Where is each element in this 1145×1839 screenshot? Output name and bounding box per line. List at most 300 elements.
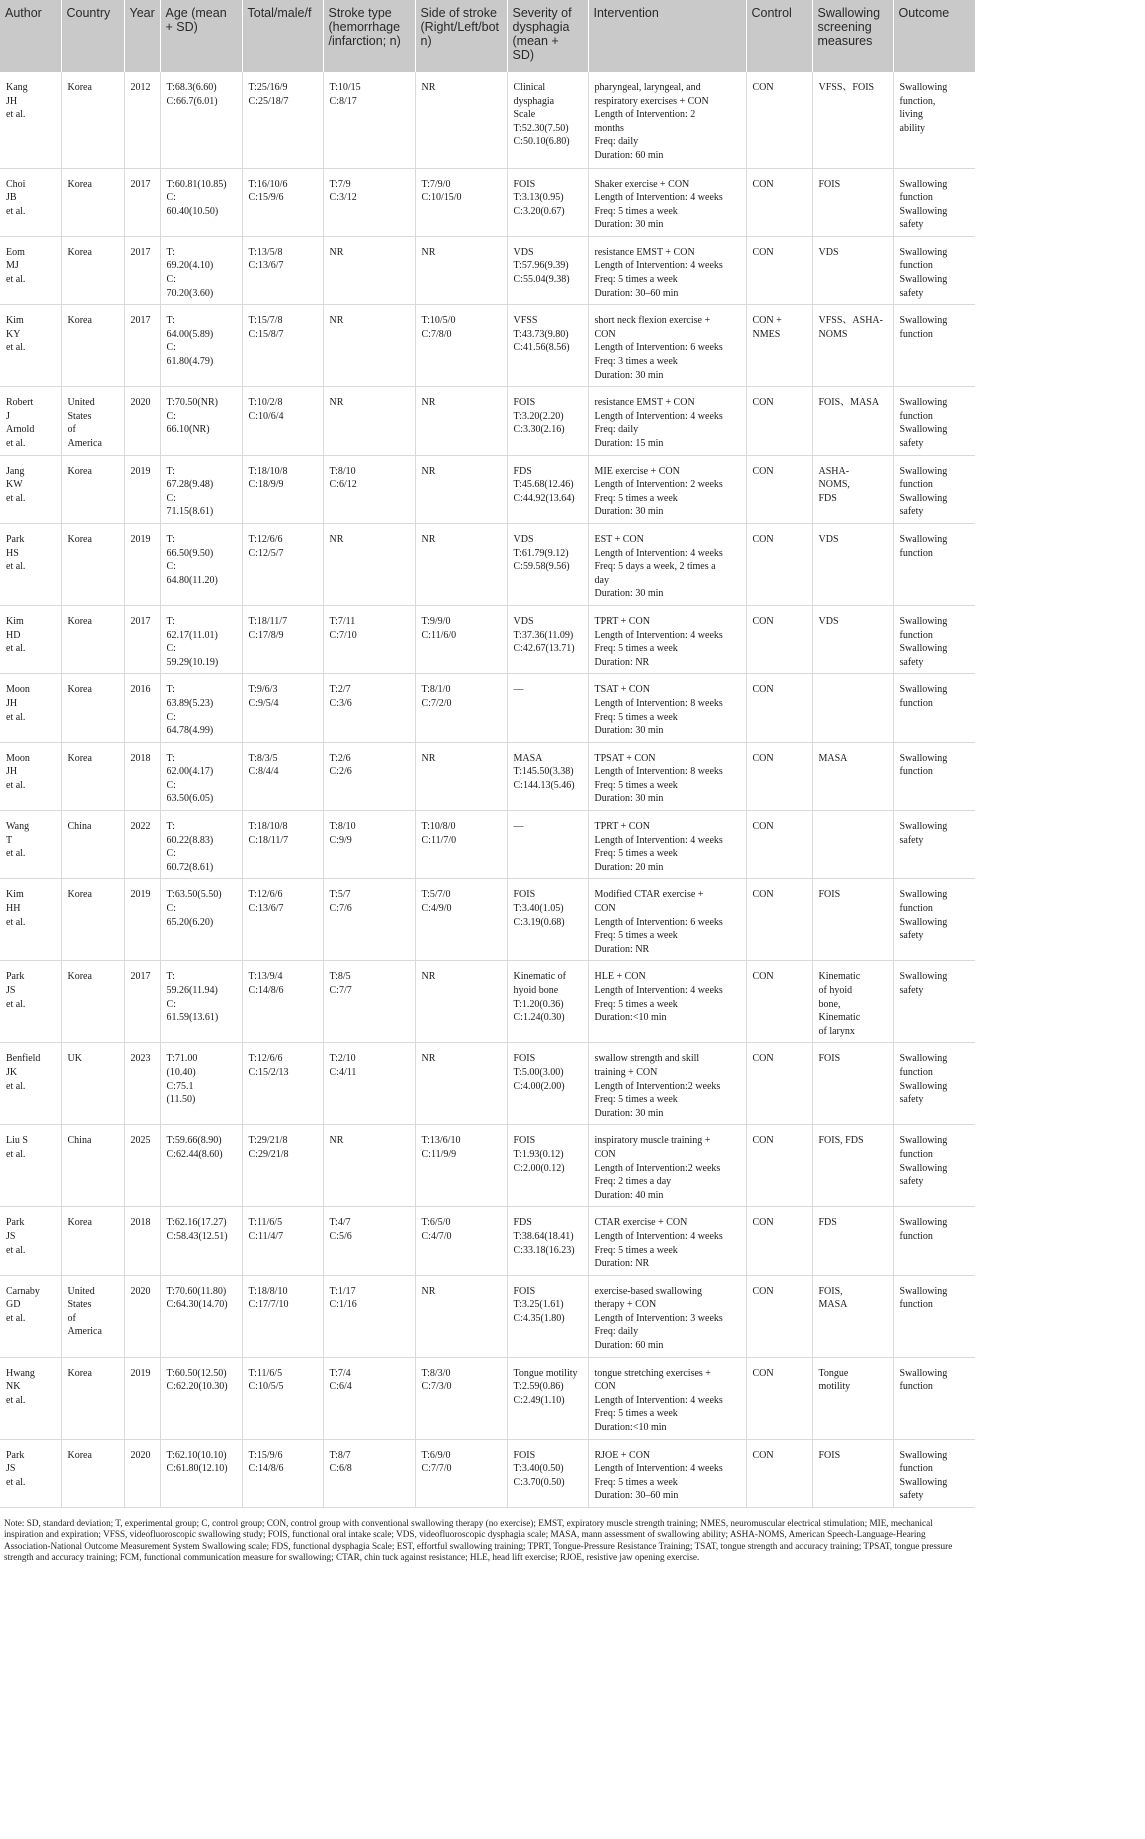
cell-text-line: C: — [166, 561, 176, 573]
cell-text-line: Freq: 5 times a week — [594, 1476, 678, 1488]
cell-text-line: T:70.50(NR) — [166, 397, 218, 409]
intervention-cell — [588, 1357, 746, 1439]
cell-text: 2018 — [130, 752, 151, 764]
outcome-cell — [893, 305, 975, 387]
cell-text-line: NR — [421, 1053, 436, 1065]
cell-text-line: Length of Intervention: 2 — [594, 109, 696, 121]
cell-text-line: Swallowing — [899, 205, 948, 217]
cell-text-line: FOIS — [818, 1053, 841, 1065]
cell-text-line: CON — [752, 1217, 774, 1229]
cell-text-line: VDS — [513, 246, 534, 258]
cell-text-line: Swallowing — [899, 1053, 948, 1065]
table-row — [0, 742, 975, 810]
year-cell — [124, 1275, 160, 1357]
country-cell — [61, 1357, 124, 1439]
cell-text-line: KY — [6, 328, 21, 340]
year-cell — [124, 879, 160, 961]
outcome-cell — [893, 961, 975, 1043]
intervention-cell — [588, 1207, 746, 1275]
cell-text-line: Kim — [6, 615, 24, 627]
cell-text-line: Duration: 30–60 min — [594, 1490, 679, 1502]
stroke-type-cell — [323, 1125, 415, 1207]
cell-text-line: Eom — [6, 246, 25, 258]
intervention-cell — [588, 1275, 746, 1357]
cell-text-line: Swallowing — [899, 889, 948, 901]
cell-text-line: FDS — [818, 1217, 837, 1229]
cell-text-line: C:4/11 — [329, 1066, 357, 1078]
cell-text-line: C:11/9/9 — [421, 1148, 457, 1160]
table-row — [0, 1207, 975, 1275]
cell-text-line: Duration: 30–60 min — [594, 287, 679, 299]
cell-text-line: T: — [166, 615, 175, 627]
stroke-type-cell — [323, 1207, 415, 1275]
cell-text-line: bone, — [818, 998, 841, 1010]
total-cell — [242, 72, 323, 168]
cell-text-line: et al. — [6, 848, 26, 860]
stroke-type-cell — [323, 523, 415, 605]
cell-text-line: of hyoid — [818, 985, 853, 996]
cell-text-line: Freq: 5 times a week — [594, 998, 678, 1010]
cell-text-line: C:7/2/0 — [421, 697, 452, 709]
cell-text-line: et al. — [6, 438, 26, 449]
cell-text-line: T:18/8/10 — [248, 1285, 288, 1297]
cell-text-line: VFSS — [513, 315, 538, 327]
cell-text-line: T:70.60(11.80) — [166, 1285, 227, 1297]
cell-text-line: Shaker exercise + CON — [594, 178, 690, 190]
cell-text-line: 64.00(5.89) — [166, 328, 214, 340]
cell-text-line: et al. — [6, 342, 26, 354]
cell-text-line: 71.15(8.61) — [166, 506, 214, 518]
year-cell — [124, 605, 160, 673]
cell-text-line: C:7/7 — [329, 985, 352, 996]
cell-text-line: Length of Intervention: 4 weeks — [594, 985, 723, 996]
cell-text-line: 66.10(NR) — [166, 424, 210, 436]
cell-text-line: et al. — [6, 1312, 26, 1324]
cell-text-line: FOIS — [513, 1285, 536, 1297]
cell-text-line: C:11/4/7 — [248, 1230, 284, 1242]
cell-text-line: FOIS — [513, 1053, 536, 1065]
cell-text-line: United — [67, 397, 95, 409]
cell-text-line: 62.17(11.01) — [166, 629, 218, 641]
cell-text-line: C:2.49(1.10) — [513, 1394, 565, 1406]
cell-text-line: T:8/1/0 — [421, 684, 451, 696]
cell-text-line: 64.80(11.20) — [166, 574, 218, 586]
cell-text-line: T:18/10/8 — [248, 465, 288, 477]
cell-text-line: C:15/2/13 — [248, 1066, 289, 1078]
side-cell — [415, 72, 507, 168]
country-cell — [61, 236, 124, 304]
cell-text-line: C:42.67(13.71) — [513, 643, 575, 655]
cell-text-line: C:11/6/0 — [421, 629, 457, 641]
side-cell — [415, 305, 507, 387]
cell-text-line: C:7/7/0 — [421, 1463, 452, 1475]
cell-text: 2019 — [130, 533, 151, 545]
cell-text-line: et al. — [6, 109, 26, 121]
author-cell — [0, 1439, 61, 1507]
author-cell — [0, 168, 61, 236]
severity-cell — [507, 605, 588, 673]
table-row — [0, 605, 975, 673]
cell-text-line: CON — [752, 178, 774, 190]
cell-text-line: C:9/5/4 — [248, 697, 279, 709]
cell-text-line: function, — [899, 95, 936, 107]
cell-text-line: safety — [899, 1490, 924, 1502]
outcome-cell — [893, 811, 975, 879]
age-cell — [160, 1207, 242, 1275]
author-cell — [0, 961, 61, 1043]
cell-text-line: Carnaby — [6, 1285, 40, 1297]
cell-text-line: Duration: 15 min — [594, 438, 664, 449]
cell-text-line: FOIS — [513, 889, 536, 901]
cell-text-line: Swallowing — [899, 1162, 948, 1174]
cell-text-line: Korea — [67, 684, 92, 696]
side-cell — [415, 1439, 507, 1507]
cell-text-line: function — [899, 903, 933, 915]
cell-text-line: TSAT + CON — [594, 684, 650, 696]
cell-text-line: et al. — [6, 643, 26, 655]
cell-text-line: Wang — [6, 821, 30, 833]
cell-text-line: Swallowing — [899, 315, 948, 327]
control-cell — [746, 605, 812, 673]
cell-text-line: CON — [752, 752, 774, 764]
cell-text-line: T:29/21/8 — [248, 1135, 288, 1147]
cell-text-line: C:7/10 — [329, 629, 357, 641]
outcome-cell — [893, 387, 975, 455]
total-cell — [242, 961, 323, 1043]
cell-text-line: NR — [329, 533, 344, 545]
cell-text-line: Duration: 30 min — [594, 725, 664, 737]
stroke-type-cell — [323, 72, 415, 168]
cell-text-line: Korea — [67, 971, 92, 983]
author-cell — [0, 236, 61, 304]
cell-text-line: Duration: 30 min — [594, 506, 664, 518]
control-cell — [746, 523, 812, 605]
cell-text-line: NR — [421, 1285, 436, 1297]
measures-cell — [812, 961, 893, 1043]
header-age: Age (mean + SD) — [160, 0, 242, 72]
outcome-cell — [893, 605, 975, 673]
cell-text-line: Length of Intervention:2 weeks — [594, 1080, 721, 1092]
cell-text-line: C:18/11/7 — [248, 834, 289, 846]
cell-text-line: Length of Intervention: 4 weeks — [594, 1463, 723, 1475]
cell-text: 2022 — [130, 821, 151, 833]
cell-text-line: T:1/17 — [329, 1285, 356, 1297]
cell-text-line: Liu S — [6, 1135, 28, 1147]
cell-text-line: et al. — [6, 492, 26, 504]
measures-cell — [812, 811, 893, 879]
intervention-cell — [588, 455, 746, 523]
cell-text-line: VDS — [818, 615, 839, 627]
cell-text-line: Park — [6, 971, 25, 983]
cell-text-line: CON — [752, 82, 774, 93]
cell-text-line: function — [899, 192, 933, 204]
cell-text-line: T:145.50(3.38) — [513, 766, 574, 778]
cell-text-line: FOIS — [513, 1449, 536, 1461]
cell-text-line: T:8/5 — [329, 971, 351, 983]
cell-text-line: T:12/6/6 — [248, 1053, 283, 1065]
cell-text-line: C:44.92(13.64) — [513, 492, 575, 504]
cell-text-line: Freq: daily — [594, 424, 639, 436]
cell-text-line: function — [899, 1463, 933, 1475]
cell-text-line: FOIS — [818, 1449, 841, 1461]
cell-text-line: T:63.50(5.50) — [166, 889, 222, 901]
cell-text-line: function — [899, 629, 933, 641]
cell-text-line: T: — [166, 315, 175, 327]
cell-text-line: NMES — [752, 328, 781, 340]
outcome-cell — [893, 1207, 975, 1275]
year-cell — [124, 305, 160, 387]
cell-text-line: T:6/9/0 — [421, 1449, 451, 1461]
cell-text-line: HS — [6, 547, 19, 559]
cell-text-line: Swallowing — [899, 178, 948, 190]
cell-text-line: et al. — [6, 205, 26, 217]
table-row — [0, 1043, 975, 1125]
cell-text-line: C:58.43(12.51) — [166, 1230, 228, 1242]
cell-text-line: 69.20(4.10) — [166, 260, 214, 272]
cell-text-line: NR — [329, 315, 344, 327]
cell-text-line: C:8/17 — [329, 95, 357, 107]
cell-text-line: CON — [752, 615, 774, 627]
severity-cell — [507, 1043, 588, 1125]
cell-text-line: swallow strength and skill — [594, 1053, 700, 1065]
cell-text-line: T:8/3/0 — [421, 1367, 451, 1379]
header-control: Control — [746, 0, 812, 72]
cell-text-line: Duration: 20 min — [594, 861, 664, 873]
cell-text-line: Freq: 5 times a week — [594, 643, 678, 655]
cell-text-line: Duration: 30 min — [594, 1107, 664, 1119]
cell-text-line: Swallowing — [899, 821, 948, 833]
cell-text-line: Kim — [6, 315, 24, 327]
cell-text-line: C: — [166, 274, 176, 286]
cell-text-line: China — [67, 821, 92, 833]
severity-cell — [507, 387, 588, 455]
cell-text-line: safety — [899, 1094, 924, 1106]
age-cell — [160, 236, 242, 304]
cell-text-line: Swallowing — [899, 684, 948, 696]
cell-text-line: Tongue — [818, 1367, 849, 1379]
intervention-cell — [588, 961, 746, 1043]
cell-text-line: FOIS、MASA — [818, 397, 880, 409]
cell-text-line: C:7/3/0 — [421, 1381, 452, 1393]
cell-text-line: FDS — [818, 492, 837, 504]
cell-text-line: T:8/10 — [329, 821, 356, 833]
cell-text-line: et al. — [6, 916, 26, 928]
severity-cell — [507, 72, 588, 168]
country-cell — [61, 1207, 124, 1275]
cell-text-line: CON — [594, 1381, 616, 1393]
cell-text-line: T:37.36(11.09) — [513, 629, 574, 641]
age-cell — [160, 168, 242, 236]
author-cell — [0, 879, 61, 961]
control-cell — [746, 1357, 812, 1439]
cell-text-line: C:4.35(1.80) — [513, 1312, 565, 1324]
age-cell — [160, 742, 242, 810]
cell-text-line: Freq: 5 times a week — [594, 930, 678, 942]
cell-text-line: Duration: 30 min — [594, 369, 664, 381]
cell-text-line: C: — [166, 998, 176, 1010]
cell-text-line: NR — [421, 246, 436, 258]
cell-text-line: CON — [752, 1135, 774, 1147]
cell-text-line: Korea — [67, 615, 92, 627]
author-cell — [0, 674, 61, 742]
cell-text-line: TPRT + CON — [594, 821, 650, 833]
age-cell — [160, 1275, 242, 1357]
cell-text-line: C:12/5/7 — [248, 547, 284, 559]
cell-text-line: Duration:<10 min — [594, 1012, 667, 1024]
cell-text-line: UK — [67, 1053, 82, 1065]
age-cell — [160, 387, 242, 455]
cell-text: 2012 — [130, 82, 151, 93]
cell-text-line: NR — [329, 1135, 344, 1147]
cell-text-line: NR — [421, 82, 436, 93]
cell-text-line: Swallowing — [899, 424, 948, 436]
intervention-cell — [588, 72, 746, 168]
cell-text-line: T:11/6/5 — [248, 1217, 283, 1229]
cell-text-line: EST + CON — [594, 533, 644, 545]
cell-text-line: CON — [752, 1285, 774, 1297]
cell-text-line: safety — [899, 219, 924, 231]
side-cell — [415, 674, 507, 742]
cell-text-line: VDS — [818, 533, 839, 545]
side-cell — [415, 455, 507, 523]
cell-text-line: C:6/8 — [329, 1463, 352, 1475]
cell-text-line: T:59.66(8.90) — [166, 1135, 222, 1147]
cell-text-line: America — [67, 1326, 102, 1338]
cell-text-line: China — [67, 1135, 92, 1147]
cell-text-line: Korea — [67, 178, 92, 190]
cell-text-line: T:10/2/8 — [248, 397, 283, 409]
side-cell — [415, 1357, 507, 1439]
stroke-type-cell — [323, 1439, 415, 1507]
cell-text-line: Duration: 60 min — [594, 1340, 664, 1352]
country-cell — [61, 1275, 124, 1357]
country-cell — [61, 674, 124, 742]
country-cell — [61, 387, 124, 455]
side-cell — [415, 1275, 507, 1357]
cell-text-line: C:17/7/10 — [248, 1299, 289, 1311]
cell-text-line: Swallowing — [899, 274, 948, 286]
control-cell — [746, 72, 812, 168]
cell-text-line: C: — [166, 711, 176, 723]
stroke-type-cell — [323, 674, 415, 742]
intervention-cell — [588, 1439, 746, 1507]
cell-text-line: CON — [752, 821, 774, 833]
author-cell — [0, 1125, 61, 1207]
cell-text-line: United — [67, 1285, 95, 1297]
cell-text-line: function — [899, 1381, 933, 1393]
cell-text-line: Moon — [6, 684, 30, 696]
year-cell — [124, 674, 160, 742]
cell-text-line: C:41.56(8.56) — [513, 342, 570, 354]
cell-text-line: 63.50(6.05) — [166, 793, 214, 805]
cell-text: 2023 — [130, 1053, 151, 1065]
side-cell — [415, 236, 507, 304]
cell-text-line: (10.40) — [166, 1066, 196, 1078]
header-side-of-stroke: Side of stroke (Right/Left/bot n) — [415, 0, 507, 72]
cell-text-line: T:15/9/6 — [248, 1449, 283, 1461]
cell-text-line: C:7/8/0 — [421, 328, 452, 340]
cell-text-line: Duration: 30 min — [594, 588, 664, 600]
cell-text-line: T:3.25(1.61) — [513, 1299, 564, 1311]
cell-text: 2020 — [130, 1285, 151, 1297]
total-cell — [242, 1275, 323, 1357]
cell-text-line: function — [899, 766, 933, 778]
severity-cell — [507, 455, 588, 523]
cell-text-line: Swallowing — [899, 246, 948, 258]
severity-cell — [507, 811, 588, 879]
cell-text-line: CON — [752, 971, 774, 983]
cell-text-line: T:7/9 — [329, 178, 351, 190]
cell-text-line: Length of Intervention: 4 weeks — [594, 629, 723, 641]
header-total: Total/male/f — [242, 0, 323, 72]
cell-text-line: et al. — [6, 1148, 26, 1160]
control-cell — [746, 1275, 812, 1357]
total-cell — [242, 305, 323, 387]
cell-text-line: T:12/6/6 — [248, 889, 283, 901]
header-intervention: Intervention — [588, 0, 746, 72]
cell-text-line: FOIS — [818, 178, 841, 190]
cell-text-line: T:10/15 — [329, 82, 361, 93]
cell-text: 2019 — [130, 1367, 151, 1379]
cell-text-line: Tongue motility — [513, 1367, 578, 1379]
cell-text-line: FDS — [513, 1217, 532, 1229]
cell-text-line: T:2/10 — [329, 1053, 356, 1065]
measures-cell — [812, 1275, 893, 1357]
total-cell — [242, 1125, 323, 1207]
measures-cell — [812, 879, 893, 961]
total-cell — [242, 455, 323, 523]
cell-text-line: MJ — [6, 260, 19, 272]
cell-text-line: Length of Intervention: 2 weeks — [594, 479, 723, 491]
cell-text-line: JS — [6, 985, 16, 996]
cell-text-line: HH — [6, 903, 21, 915]
cell-text: 2019 — [130, 465, 151, 477]
total-cell — [242, 1439, 323, 1507]
cell-text-line: T:7/4 — [329, 1367, 351, 1379]
cell-text-line: Swallowing — [899, 971, 948, 983]
cell-text-line: Length of Intervention: 4 weeks — [594, 260, 723, 272]
severity-cell — [507, 1357, 588, 1439]
cell-text-line: Duration: NR — [594, 656, 650, 668]
cell-text-line: C:18/9/9 — [248, 479, 284, 491]
cell-text-line: Swallowing — [899, 1476, 948, 1488]
cell-text-line: T:10/5/0 — [421, 315, 456, 327]
cell-text-line: living — [899, 109, 923, 121]
cell-text: 2017 — [130, 615, 151, 627]
measures-cell — [812, 305, 893, 387]
age-cell — [160, 674, 242, 742]
cell-text-line: TPRT + CON — [594, 615, 650, 627]
cell-text-line: Choi — [6, 178, 26, 190]
cell-text-line: of — [67, 1312, 76, 1324]
cell-text-line: Duration: 30 min — [594, 793, 664, 805]
cell-text-line: NR — [329, 246, 344, 258]
cell-text-line: KW — [6, 479, 23, 491]
country-cell — [61, 168, 124, 236]
cell-text-line: — — [513, 684, 524, 696]
cell-text-line: JH — [6, 766, 18, 778]
severity-cell — [507, 305, 588, 387]
cell-text-line: Duration: 60 min — [594, 149, 664, 161]
year-cell — [124, 523, 160, 605]
age-cell — [160, 961, 242, 1043]
side-cell — [415, 168, 507, 236]
control-cell — [746, 961, 812, 1043]
cell-text-line: months — [594, 122, 624, 134]
age-cell — [160, 523, 242, 605]
age-cell — [160, 1439, 242, 1507]
cell-text-line: safety — [899, 1176, 924, 1188]
